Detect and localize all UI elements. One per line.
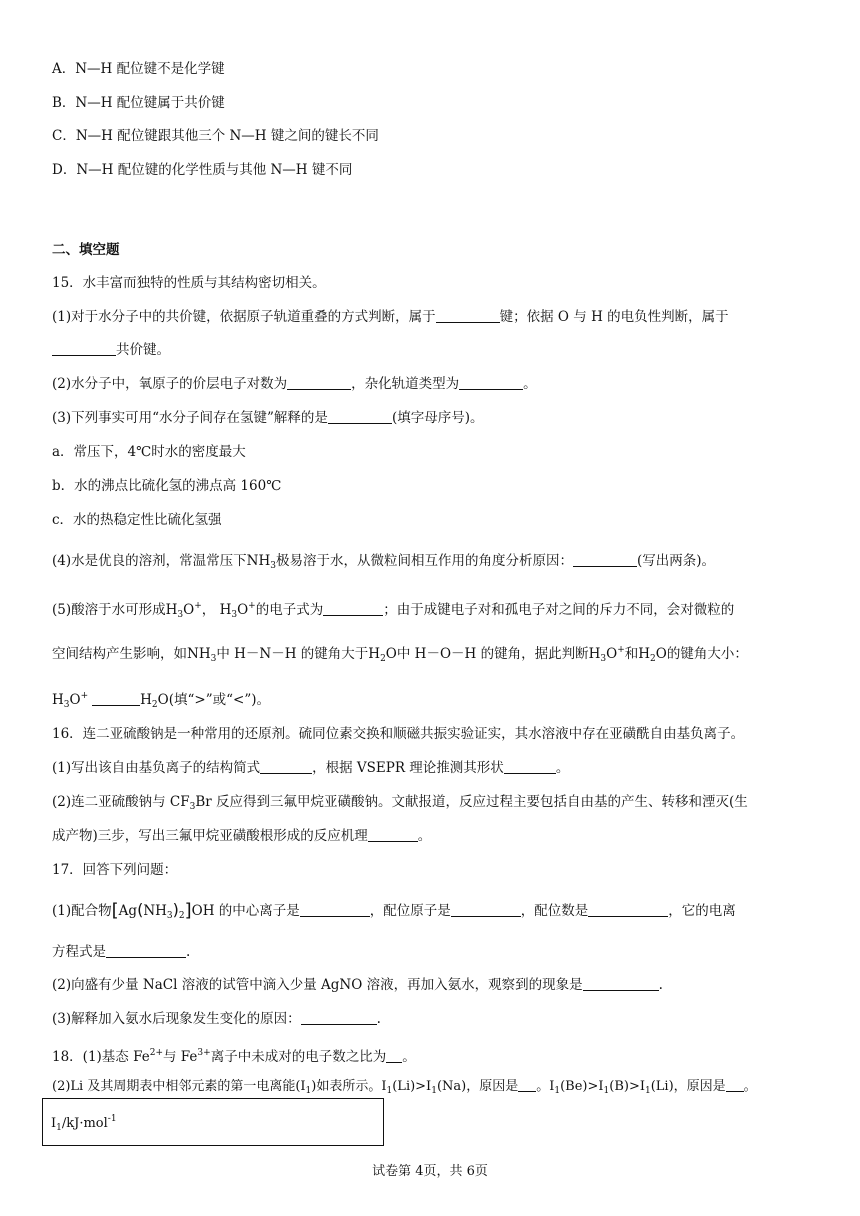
q16-stem: 16．连二亚硫酸钠是一种常用的还原剂。硫同位素交换和顺磁共振实验证实，其水溶液中存在亚磺酰自由基负离子。 [52, 726, 745, 742]
q15-option-a: a．常压下，4℃时水的密度最大 [52, 444, 246, 460]
q15-p2-text-b: ，杂化轨道类型为 [351, 376, 460, 392]
answer-blank[interactable] [260, 759, 312, 774]
q16-p1-text-a: (1)写出该自由基负离子的结构简式 [52, 760, 261, 776]
answer-blank[interactable] [573, 552, 637, 567]
q16-part1 [52, 758, 569, 778]
q16-p2-text-c: 成产物)三步，写出三氟甲烷亚磺酸根形成的反应机理 [52, 828, 368, 844]
q15-p2-text-c: 。 [523, 376, 537, 392]
q15-p4-text-a: (4)水是优良的溶剂，常温常压下 [52, 553, 247, 569]
q18-p2-text-h: (Li)，原因是 [650, 1079, 726, 1094]
q18-p2-text-f: (Be)>I [560, 1079, 604, 1094]
q18-p2-text-g: (B)>I [609, 1079, 645, 1094]
answer-blank[interactable] [323, 601, 383, 616]
ionization-energy-table [42, 1098, 384, 1146]
q18-p2-text-b: )如表所示。I [311, 1079, 387, 1094]
q15-p5-text-a: (5)酸溶于水可形成 [52, 602, 166, 618]
page-footer: 试卷第 4页，共 6页 [372, 1164, 488, 1179]
q15-p2-text-a: (2)水分子中，氧原子的价层电子对数为 [52, 376, 288, 392]
complex-formula: $[Ag(NH_3)_2]$ [111, 900, 192, 921]
q16-p1-text-b: ，根据 VSEPR 理论推测其形状 [312, 760, 504, 776]
q15-p3-text-b: (填字母序号)。 [391, 410, 484, 426]
q15-part5-cont2 [52, 686, 270, 715]
q17-p1-text-f: . [186, 944, 191, 960]
q17-p2-text-b: . [658, 977, 663, 993]
q18-part1: 18．(1)基态 $Fe^{2+}$与 $Fe^{3+}$离子中未成对的电子数之比为 。 [52, 1048, 416, 1065]
q15-option-b: b．水的沸点比硫化氢的沸点高 160℃ [52, 478, 282, 494]
q18-p2-text-i: 。 [743, 1079, 757, 1094]
q18-p2-text-c: (Li)>I [392, 1079, 432, 1094]
q15-p5-text-g: 中 [396, 646, 411, 662]
answer-blank[interactable] [504, 759, 556, 774]
hnh-bond: H－N－H [234, 646, 297, 662]
nh3-formula: $NH_3$ [246, 553, 276, 571]
q17-stem: 17．回答下列问题： [52, 862, 178, 878]
h2o-formula: $H_2O$ [638, 646, 667, 664]
q17-part2 [52, 975, 663, 995]
q15-option-c: c．水的热稳定性比硫化氢强 [52, 512, 222, 528]
h3o-formula: $H_3O^+$ [588, 645, 625, 664]
answer-blank[interactable] [328, 409, 392, 424]
q18-p2-text-e: 。I [536, 1079, 555, 1094]
q15-part1-cont [52, 340, 170, 360]
q17-p2-text-a: (2)向盛有少量 NaCl 溶液的试管中滴入少量 AgNO 溶液，再加入氨水，观察到的现象是 [52, 977, 583, 993]
q15-p4-text-c: (写出两条)。 [636, 553, 715, 569]
answer-blank[interactable] [588, 902, 668, 917]
q15-part5-cont [52, 640, 748, 669]
answer-blank[interactable] [583, 976, 659, 991]
q18-p1-text-b: 与 Fe [163, 1049, 198, 1065]
q15-p1-text-a: (1)对于水分子中的共价键，依据原子轨道重叠的方式判断，属于 [52, 309, 436, 325]
q18-p1-text-a: 18．(1)基态 Fe [52, 1049, 150, 1065]
q15-p1-text-b: 键；依据 O 与 H 的电负性判断，属于 [499, 309, 729, 325]
q15-part3 [52, 408, 483, 428]
q16-p2-text-d: 。 [417, 828, 432, 844]
q17-p1-text-d: ，它的电离 [668, 903, 736, 919]
q18-p1-text-c: 离子中未成对的电子数之比为 [210, 1049, 387, 1065]
q17-p1-text-a: (1)配合物 [52, 903, 112, 919]
q16-p2-text-b: Br 反应得到三氟甲烷亚磺酸钠。文献报道，反应过程主要包括自由基的产生、转移和湮灭(生 [195, 794, 748, 810]
q15-p5-text-e: 中 [216, 646, 230, 662]
q15-p5-text-f: 的键角大于 [300, 646, 369, 662]
q15-p5-text-b: 的电子式为 [255, 602, 324, 618]
answer-blank[interactable] [386, 1048, 402, 1063]
q14-option-c: C．N—H 配位键跟其他三个 N—H 键之间的键长不同 [52, 128, 379, 144]
q16-p2-text-a: (2)连二亚硫酸钠与 CF [52, 794, 190, 810]
h2o-formula: $H_2O$ [368, 646, 397, 664]
q17-p3-text-a: (3)解释加入氨水后现象发生变化的原因： [52, 1011, 301, 1027]
q16-part2: (2)连二亚硫酸钠与 $CF_3Br$ 反应得到三氟甲烷亚磺酸钠。文献报道，反应过程主要包括自由基的产生、转移和湮灭(生 [52, 794, 748, 812]
answer-blank[interactable] [301, 1010, 377, 1025]
q17-part1-cont [52, 942, 190, 962]
answer-blank[interactable] [287, 375, 351, 390]
answer-blank[interactable] [300, 902, 370, 917]
q18-p1-text-d: 。 [402, 1049, 416, 1065]
q15-p5-text-j: 的键角大小： [666, 646, 748, 662]
q17-part1 [52, 900, 736, 926]
table-header-label: $I_1/kJ\cdot mol^{-1}$ [51, 1114, 117, 1133]
q14-option-b: B．N—H 配位键属于共价键 [52, 95, 225, 111]
h3o-formula: $H_3O^+$ [52, 691, 89, 710]
q15-p3-text-a: (3)下列事实可用“水分子间存在氢键”解释的是 [52, 410, 328, 426]
section-title: 二、填空题 [52, 242, 120, 258]
q17-p1-text-c: ，配位数是 [520, 903, 589, 919]
q17-p1-text-b: ，配位原子是 [369, 903, 451, 919]
q15-p5-text-k: (填“>”或“<”)。 [168, 692, 270, 708]
answer-blank[interactable] [518, 1077, 536, 1092]
nh3-formula: $NH_3$ [187, 646, 217, 664]
answer-blank[interactable] [368, 827, 418, 842]
q15-p4-text-b: 极易溶于水，从微粒间相互作用的角度分析原因： [275, 553, 573, 569]
h3o-formula: $H_3O^+$ [219, 601, 256, 620]
q18-p2-text-a: (2)Li 及其周期表中相邻元素的第一电离能(I [52, 1079, 306, 1094]
answer-blank[interactable] [459, 375, 523, 390]
q17-p1-text-e: 方程式是 [52, 944, 106, 960]
q17-part3 [52, 1009, 381, 1029]
q15-p5-text-c: ；由于成键电子对和孤电子对之间的斥力不同，会对微粒的 [383, 602, 735, 618]
h3o-formula: $H_3O^+$ [165, 601, 202, 620]
q16-part2-cont [52, 826, 431, 846]
q17-p3-text-b: . [376, 1011, 381, 1027]
q18-part2: (2)Li 及其周期表中相邻元素的第一电离能$(I_1)$如表所示。$I_1(Li)>I_1(Na)$，原因是 。$I_1(Be)>I_1(B)>I_1(Li)$，原因是 。 [52, 1079, 757, 1096]
q16-p1-text-c: 。 [555, 760, 570, 776]
hoh-bond: H－O－H [414, 646, 477, 662]
q15-stem: 15．水丰富而独特的性质与其结构密切相关。 [52, 275, 326, 291]
q18-p2-text-d: (Na)，原因是 [436, 1079, 519, 1094]
q15-part1 [52, 307, 729, 327]
answer-blank[interactable] [436, 308, 500, 323]
answer-blank[interactable] [92, 691, 140, 706]
answer-blank[interactable] [726, 1077, 744, 1092]
q15-p1-text-c: 共价键。 [116, 342, 170, 358]
answer-blank[interactable] [451, 902, 521, 917]
q15-p5-text-i: 和 [624, 646, 639, 662]
q15-part5: (5)酸溶于水可形成$H_3O^+$， $H_3O^+$的电子式为 ；由于成键电子对和孤电子对之间的斥力不同，会对微粒的 [52, 601, 735, 620]
q15-p5-text-d: 空间结构产生影响，如 [52, 646, 187, 662]
q14-option-d: D．N—H 配位键的化学性质与其他 N—H 键不同 [52, 162, 353, 178]
q15-p5-text-h: 的键角，据此判断 [480, 646, 589, 662]
q17-p1-text-oh: OH 的中心离子是 [191, 903, 300, 919]
q15-part2 [52, 374, 537, 394]
q15-part4 [52, 551, 715, 576]
h2o-formula: $H_2O$ [140, 692, 169, 710]
answer-blank[interactable] [52, 341, 116, 356]
answer-blank[interactable] [106, 943, 186, 958]
q14-option-a: A．N—H 配位键不是化学键 [52, 61, 225, 77]
